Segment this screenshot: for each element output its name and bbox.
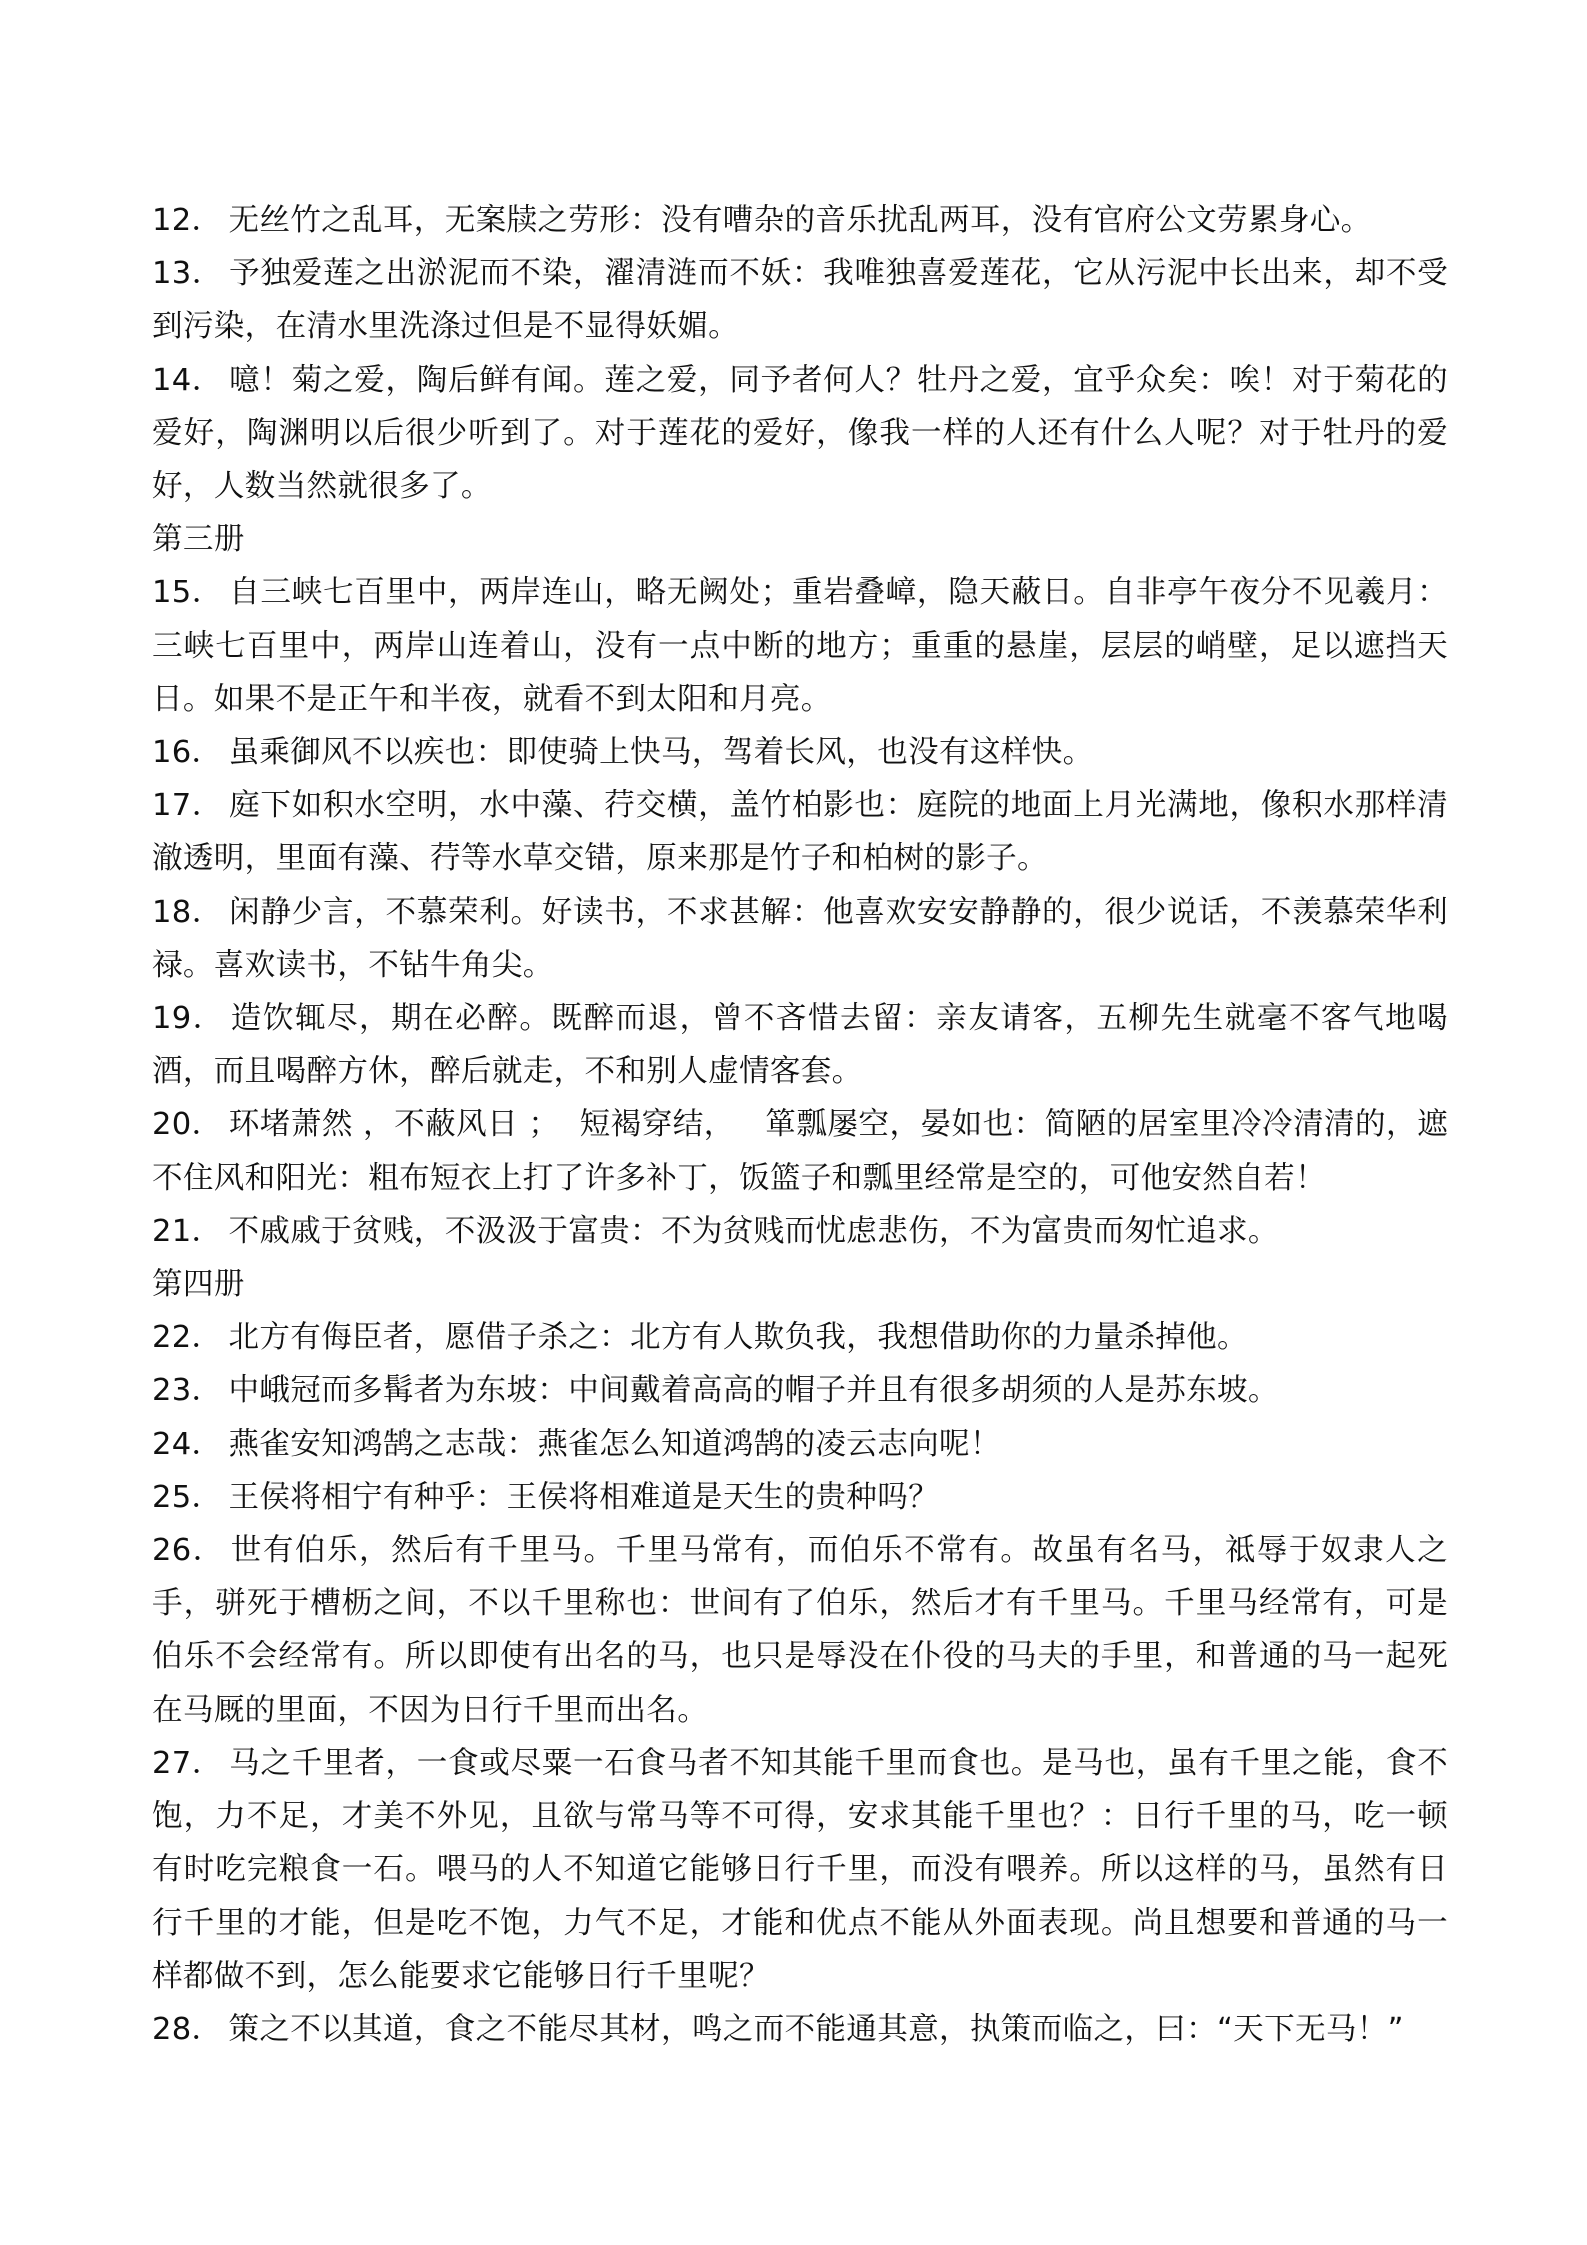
paragraph-23 xyxy=(152,1364,1448,1417)
paragraph-text: 闲静少言，不慕荣利。好读书，不求甚解：他喜欢安安静静的，很少说话，不羡慕荣华利禄。喜欢读书，不钻牛角尖。 xyxy=(152,894,1448,983)
paragraph-text: 环堵萧然 ，不蔽风日 ； 短褐穿结， 箪瓢屡空，晏如也：简陋的居室里冷冷清清的，遮不住风和阳光：粗布短衣上打了许多补丁，饭篮子和瓢里经常是空的，可他安然自若！ xyxy=(152,1107,1448,1196)
item-number: 26． xyxy=(152,1533,225,1569)
item-number: 13． xyxy=(152,256,224,292)
item-number: 15． xyxy=(152,575,224,611)
paragraph-26 xyxy=(152,1524,1448,1737)
paragraph-text: 虽乘御风不以疾也：即使骑上快马，驾着长风，也没有这样快。 xyxy=(228,735,1094,771)
paragraph-text: 策之不以其道，食之不能尽其材，鸣之而不能通其意，执策而临之，曰：“天下无马！” xyxy=(228,2011,1404,2047)
section-heading-volume-4: 第四册 xyxy=(152,1267,245,1303)
paragraph-text: 世有伯乐，然后有千里马。千里马常有，而伯乐不常有。故虽有名马，祗辱于奴隶人之手，骈死于槽枥之间，不以千里称也：世间有了伯乐，然后才有千里马。千里马经常有，可是伯乐不会经常有。所以即使有出名的马，也只是辱没在仆役的马夫的手里，和普通的马一起死在马厩的里面，不因为日行千里而出名。 xyxy=(152,1533,1448,1728)
paragraph-text: 王侯将相宁有种乎：王侯将相难道是天生的贵种吗？ xyxy=(228,1479,939,1515)
paragraph-28 xyxy=(152,2003,1448,2056)
paragraph-text: 噫！菊之爱，陶后鲜有闻。莲之爱，同予者何人？牡丹之爱，宜乎众矣：唉！对于菊花的爱好，陶渊明以后很少听到了。对于莲花的爱好，像我一样的人还有什么人呢？对于牡丹的爱好，人数当然就很多了。 xyxy=(152,362,1448,505)
paragraph-13 xyxy=(152,247,1448,353)
item-number: 17． xyxy=(152,788,224,824)
section-heading-volume-3: 第三册 xyxy=(152,522,245,558)
paragraph-text: 无丝竹之乱耳，无案牍之劳形：没有嘈杂的音乐扰乱两耳，没有官府公文劳累身心。 xyxy=(228,203,1372,238)
item-number: 14． xyxy=(152,362,224,398)
paragraph-21 xyxy=(152,1205,1448,1258)
item-number: 20． xyxy=(152,1107,223,1143)
paragraph-text: 燕雀安知鸿鹄之志哉：燕雀怎么知道鸿鹄的凌云志向呢！ xyxy=(228,1426,1001,1462)
item-number: 27． xyxy=(152,1745,224,1781)
item-number: 18． xyxy=(152,894,224,930)
paragraph-12 xyxy=(152,194,1448,247)
paragraph-text: 不戚戚于贫贱，不汲汲于富贵：不为贫贱而忧虑悲伤，不为富贵而匆忙追求。 xyxy=(228,1213,1279,1249)
paragraph-20 xyxy=(152,1098,1448,1204)
item-number: 21． xyxy=(152,1213,223,1249)
item-number: 23． xyxy=(152,1373,223,1409)
paragraph-text: 庭下如积水空明，水中藻、荇交横，盖竹柏影也：庭院的地面上月光满地，像积水那样清澈透明，里面有藻、荇等水草交错，原来那是竹子和柏树的影子。 xyxy=(152,788,1448,877)
paragraph-text: 造饮辄尽，期在必醉。既醉而退，曾不吝惜去留：亲友请客，五柳先生就毫不客气地喝酒，而且喝醉方休，醉后就走，不和别人虚情客套。 xyxy=(152,1001,1448,1090)
paragraph-25 xyxy=(152,1471,1448,1524)
paragraph-text: 自三峡七百里中，两岸连山，略无阙处；重岩叠嶂，隐天蔽日。自非亭午夜分不见羲月：三峡七百里中，两岸山连着山，没有一点中断的地方；重重的悬崖，层层的峭壁，足以遮挡天日。如果不是正午和半夜，就看不到太阳和月亮。 xyxy=(152,575,1448,717)
item-number: 22． xyxy=(152,1320,223,1356)
paragraph-14 xyxy=(152,354,1448,514)
item-number: 12． xyxy=(152,203,223,238)
paragraph-text: 马之千里者，一食或尽粟一石食马者不知其能千里而食也。是马也，虽有千里之能，食不饱，力不足，才美不外见，且欲与常马等不可得，安求其能千里也？：日行千里的马，吃一顿有时吃完粮食一石。喂马的人不知道它能够日行千里，而没有喂养。所以这样的马，虽然有日行千里的才能，但是吃不饱，力气不足，才能和优点不能从外面表现。尚且想要和普通的马一样都做不到，怎么能要求它能够日行千里呢？ xyxy=(152,1745,1448,1994)
item-number: 25． xyxy=(152,1479,223,1515)
paragraph-text: 北方有侮臣者，愿借子杀之：北方有人欺负我，我想借助你的力量杀掉他。 xyxy=(228,1320,1248,1356)
paragraph-22 xyxy=(152,1311,1448,1364)
paragraph-27 xyxy=(152,1737,1448,2003)
paragraph-text: 中峨冠而多髯者为东坡：中间戴着高高的帽子并且有很多胡须的人是苏东坡。 xyxy=(228,1373,1279,1409)
item-number: 28． xyxy=(152,2011,223,2047)
paragraph-17 xyxy=(152,779,1448,885)
item-number: 24． xyxy=(152,1426,223,1462)
paragraph-text: 予独爱莲之出淤泥而不染，濯清涟而不妖：我唯独喜爱莲花，它从污泥中长出来，却不受到污染，在清水里洗涤过但是不显得妖媚。 xyxy=(152,256,1448,345)
item-number: 19． xyxy=(152,1001,225,1037)
paragraph-19 xyxy=(152,992,1448,1098)
document-body xyxy=(152,194,1448,2056)
paragraph-16 xyxy=(152,726,1448,779)
item-number: 16． xyxy=(152,735,223,771)
paragraph-18 xyxy=(152,886,1448,992)
paragraph-15 xyxy=(152,566,1448,726)
paragraph-24 xyxy=(152,1418,1448,1471)
